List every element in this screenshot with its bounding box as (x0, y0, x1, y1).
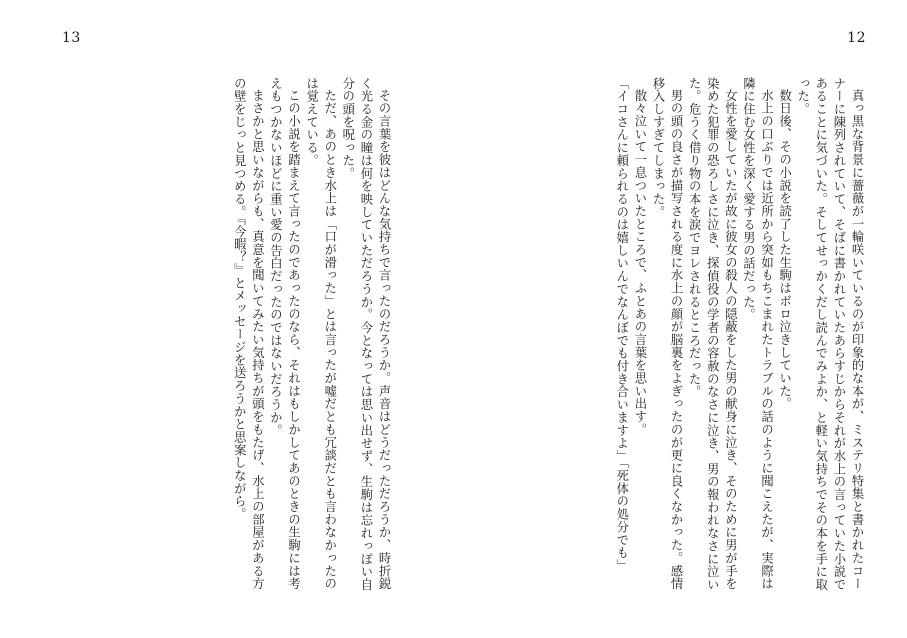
left-page (0, 0, 453, 638)
paragraph: 数日後、その小説を読了した生駒はボロ泣きしていた。 (777, 89, 792, 411)
right-page-number: 12 (847, 30, 866, 46)
paragraph: 真っ黒な背景に薔薇が一輪咲いているのが印象的な本が、ミステリ特集と書かれたコーナーに陳列されていて、そばに書かれていたあらすじからそれが水上の言っていた小説であることに気づいた。そしてせっかくだし読んでみよか、と軽い気持ちでその本を手に取った。 (795, 77, 864, 591)
paragraph: 散々泣いて一息ついたところで、ふとあの言葉を思い出す。 (632, 89, 647, 437)
paragraph: 男の頭の良さが描写される度に水上の顔が脳裏をよぎったのが更に良くなかった。感情移入しすぎてしまった。 (650, 77, 684, 591)
paragraph: まさかと思いながらも、真意を聞いてみたい気持ちが頭をもたげ、水上の部屋がある方の壁をじっと見つめる。『今暇？』とメッセージを送ろうかと思案しながら。 (232, 77, 265, 591)
paragraph: その言葉を彼はどんな気持ちで言ったのだろうか。声音はどうだっただろうか、時折鋭く光る金の瞳は何を映していただろうか。今となっては思い出せず、生駒は忘れっぽい自分の頭を呪った。 (340, 77, 391, 591)
paragraph: ただ、あのとき水上は「口が滑った」とは言ったが嘘だとも冗談だとも言わなかったのは覚えている。 (304, 77, 337, 591)
paragraph: 水上の口ぶりでは近所から突如もちこまれたトラブルの話のように聞こえたが、実際は隣に住む女性を深く愛する男の話だった。 (741, 77, 774, 591)
right-page-body (613, 77, 866, 597)
paragraph: 「イコさんに頼られるのは嬉しいんでなんぼでも付き合いますよ」「死体の処分でも」 (614, 77, 629, 572)
paragraph: 女性を愛していたが故に彼女の殺人の隠蔽をした男の献身に泣き、そのために男が手を染めた犯罪の恐ろしさに泣き、探偵役の学者の容赦のなさに泣き、男の報われなさに泣いた。危うく借り物の本を涙でヨレされるところだった。 (687, 77, 738, 591)
right-page (453, 0, 906, 638)
left-page-body (230, 77, 393, 597)
left-page-number: 13 (62, 30, 81, 46)
paragraph: この小説を踏まえて言ったのであったのなら、それはもしかしてあのときの生駒には考えもつかないほどに重い愛の告白だったのではないだろうか。 (268, 77, 301, 591)
